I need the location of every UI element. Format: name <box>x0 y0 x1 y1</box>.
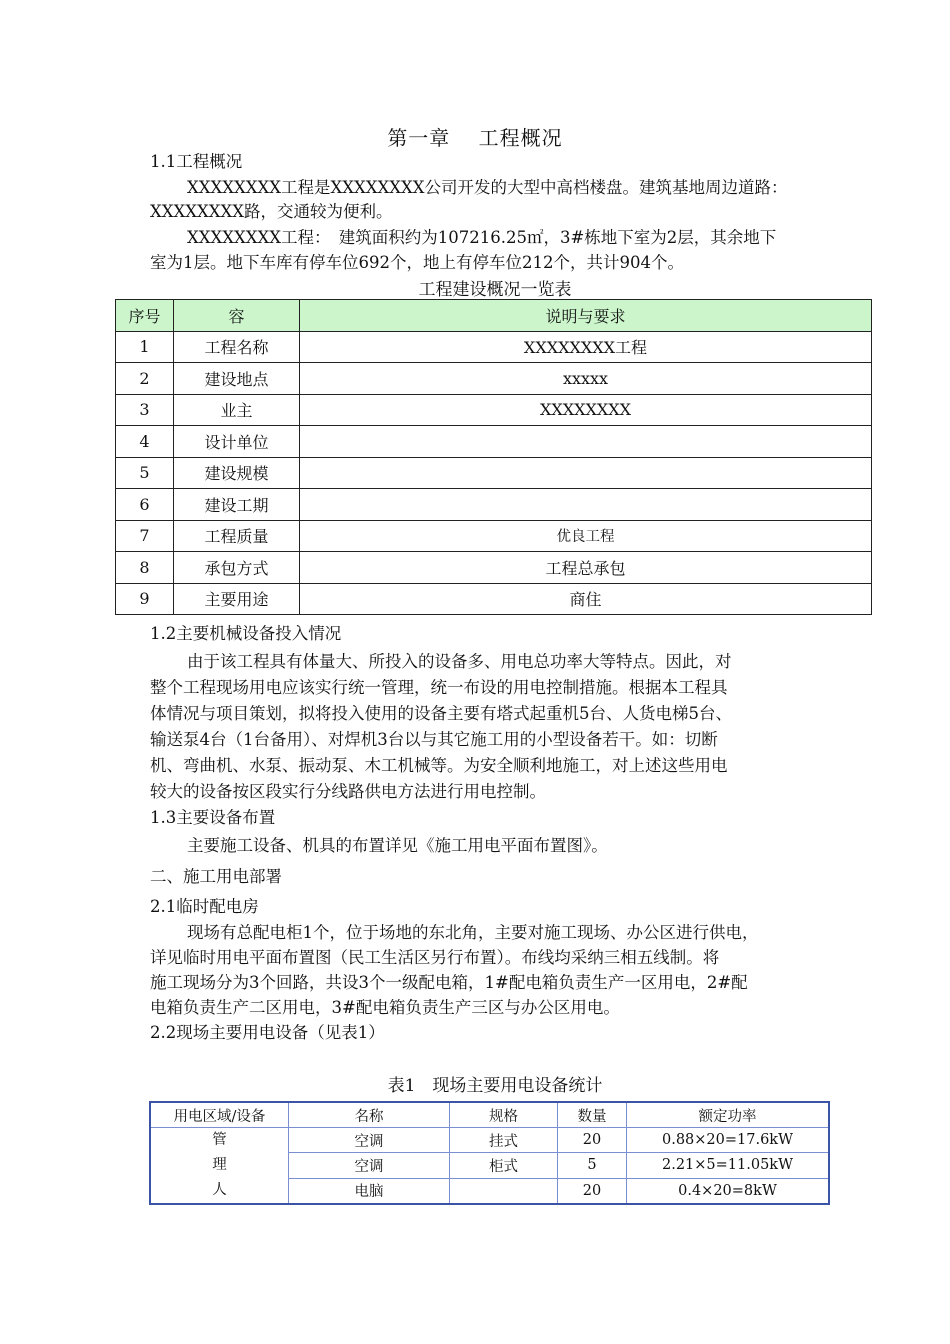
table-cell: xxxxx <box>300 363 872 395</box>
table-row <box>150 1128 829 1153</box>
table-cell: 业主 <box>174 394 300 426</box>
table-cell: 挂式 <box>450 1128 558 1153</box>
table-row <box>116 520 872 552</box>
table-row <box>116 426 872 458</box>
table-cell: 0.4×20=8kW <box>627 1178 830 1204</box>
section-1-2-heading: 1.2主要机械设备投入情况 <box>150 624 342 643</box>
table-row <box>116 363 872 395</box>
area-char: 人 <box>212 1182 227 1198</box>
header-cell: 序号 <box>116 300 174 332</box>
table-cell: 电脑 <box>289 1178 450 1204</box>
paragraph-line: 机、弯曲机、水泵、振动泵、木工机械等。为安全顺利地施工，对上述这些用电 <box>150 756 728 775</box>
table-cell: 2 <box>116 363 174 395</box>
table-cell: 20 <box>558 1178 627 1204</box>
table-cell: 建设地点 <box>174 363 300 395</box>
header-cell: 用电区域/设备 <box>150 1102 289 1128</box>
table-cell: 5 <box>558 1153 627 1178</box>
paragraph-line: XXXXXXXX工程： 建筑面积约为107216.25㎡，3#栋地下室为2层，其余地下 <box>187 228 777 247</box>
paragraph-line: 电箱负责生产二区用电，3#配电箱负责生产三区与办公区用电。 <box>150 998 620 1017</box>
section-2-2-heading: 2.2现场主要用电设备（见表1） <box>150 1023 385 1042</box>
header-cell: 容 <box>174 300 300 332</box>
header-cell: 额定功率 <box>627 1102 830 1128</box>
paragraph-line: 整个工程现场用电应该实行统一管理，统一布设的用电控制措施。根据本工程具 <box>150 678 728 697</box>
paragraph-line: 由于该工程具有体量大、所投入的设备多、用电总功率大等特点。因此，对 <box>187 652 732 671</box>
section-1-1-heading: 1.1工程概况 <box>150 152 243 171</box>
table-cell <box>300 426 872 458</box>
area-cell <box>150 1128 289 1205</box>
table-cell: 工程总承包 <box>300 552 872 584</box>
table1-caption: 工程建设概况一览表 <box>418 280 572 300</box>
paragraph-line: 主要施工设备、机具的布置详见《施工用电平面布置图》。 <box>187 836 608 855</box>
table-row <box>116 552 872 584</box>
table-cell: 设计单位 <box>174 426 300 458</box>
table-cell: 5 <box>116 457 174 489</box>
header-cell: 数量 <box>558 1102 627 1128</box>
table2-caption: 表1 现场主要用电设备统计 <box>387 1076 603 1096</box>
table-cell: 空调 <box>289 1153 450 1178</box>
paragraph-line: 输送泵4台（1台备用）、对焊机3台以与其它施工用的小型设备若干。如：切断 <box>150 730 718 749</box>
table-cell: XXXXXXXX工程 <box>300 331 872 363</box>
area-char: 理 <box>212 1157 227 1173</box>
header-cell: 规格 <box>450 1102 558 1128</box>
table-row <box>116 489 872 521</box>
table-cell: 20 <box>558 1128 627 1153</box>
paragraph-line: 施工现场分为3个回路，共设3个一级配电箱，1#配电箱负责生产一区用电，2#配 <box>150 973 748 992</box>
table-row <box>116 331 872 363</box>
table-cell: XXXXXXXX <box>300 394 872 426</box>
equipment-table <box>149 1101 830 1205</box>
table-cell <box>300 489 872 521</box>
table-cell <box>450 1178 558 1204</box>
table-cell <box>300 457 872 489</box>
table-cell: 8 <box>116 552 174 584</box>
table-cell: 6 <box>116 489 174 521</box>
table-cell: 3 <box>116 394 174 426</box>
paragraph-line: XXXXXXXX路，交通较为便利。 <box>150 202 393 221</box>
paragraph-line: 室为1层。地下车库有停车位692个，地上有停车位212个，共计904个。 <box>150 253 684 272</box>
section-2-heading: 二、施工用电部署 <box>150 867 282 886</box>
table-cell: 工程质量 <box>174 520 300 552</box>
table-row <box>116 457 872 489</box>
table-cell: 0.88×20=17.6kW <box>627 1128 830 1153</box>
table-cell: 工程名称 <box>174 331 300 363</box>
table-cell: 1 <box>116 331 174 363</box>
header-cell: 名称 <box>289 1102 450 1128</box>
table-cell: 9 <box>116 583 174 615</box>
section-2-1-heading: 2.1临时配电房 <box>150 897 259 916</box>
table-cell: 建设规模 <box>174 457 300 489</box>
area-char: 管 <box>212 1132 227 1148</box>
project-overview-table <box>115 299 872 615</box>
section-1-3-heading: 1.3主要设备布置 <box>150 808 276 827</box>
table-cell: 商住 <box>300 583 872 615</box>
paragraph-line: XXXXXXXX工程是XXXXXXXX公司开发的大型中高档楼盘。建筑基地周边道路： <box>187 178 788 197</box>
table-cell: 建设工期 <box>174 489 300 521</box>
table-row <box>116 394 872 426</box>
table-cell: 空调 <box>289 1128 450 1153</box>
header-cell: 说明与要求 <box>300 300 872 332</box>
paragraph-line: 较大的设备按区段实行分线路供电方法进行用电控制。 <box>150 782 546 801</box>
paragraph-line: 现场有总配电柜1个，位于场地的东北角，主要对施工现场、办公区进行供电， <box>187 923 759 942</box>
table-cell: 4 <box>116 426 174 458</box>
paragraph-line: 详见临时用电平面布置图（民工生活区另行布置）。布线均采纳三相五线制。将 <box>150 948 720 967</box>
table-cell: 主要用途 <box>174 583 300 615</box>
table-header-row <box>116 300 872 332</box>
table-row <box>116 583 872 615</box>
table-cell: 2.21×5=11.05kW <box>627 1153 830 1178</box>
table-cell: 柜式 <box>450 1153 558 1178</box>
table-cell: 优良工程 <box>300 520 872 552</box>
table-cell: 7 <box>116 520 174 552</box>
table-header-row <box>150 1102 829 1128</box>
paragraph-line: 体情况与项目策划，拟将投入使用的设备主要有塔式起重机5台、人货电梯5台、 <box>150 704 732 723</box>
table-cell: 承包方式 <box>174 552 300 584</box>
chapter-title: 第一章 工程概况 <box>387 126 563 150</box>
